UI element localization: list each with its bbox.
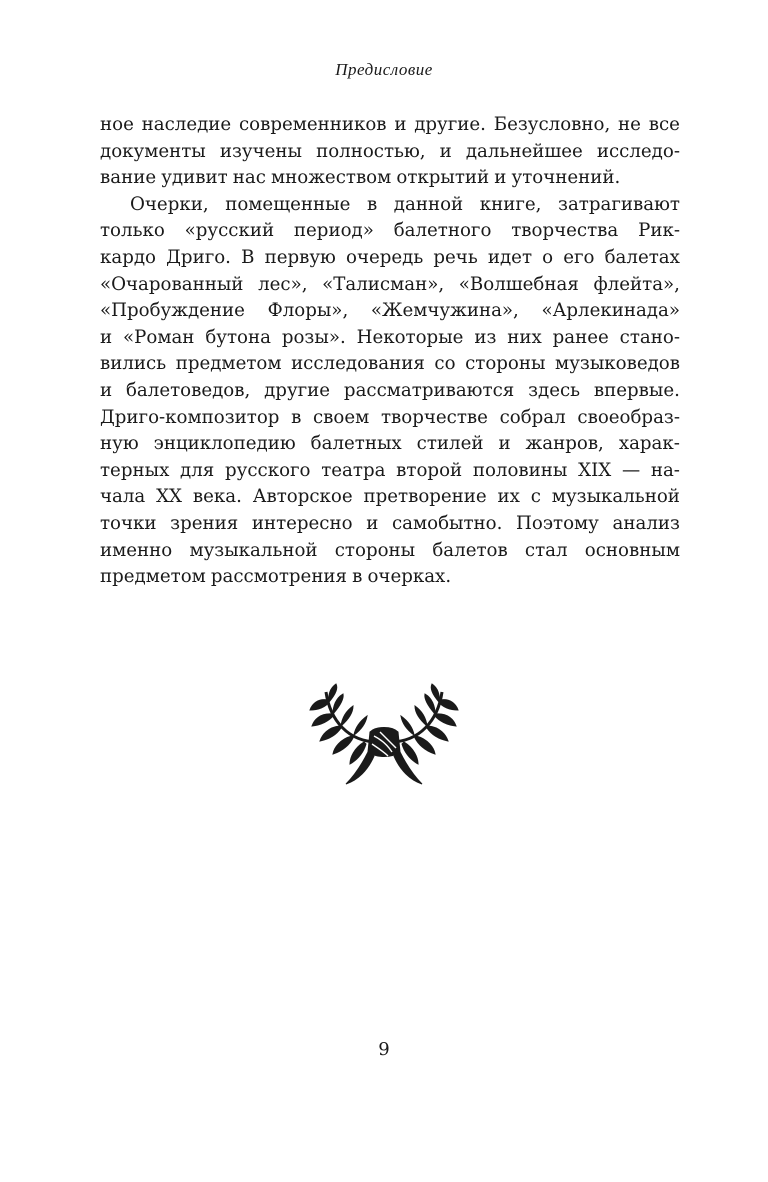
laurel-wreath-icon (304, 680, 464, 790)
text-line: ную энциклопедию балетных стилей и жанров, харак- (100, 433, 680, 455)
text-line: и балетоведов, другие рассматриваются здесь впервые. (100, 379, 680, 401)
text-line: Дриго-композитор в своем творчестве собрал своеобраз- (100, 406, 680, 428)
text-line: вились предметом исследования со стороны музыковедов (100, 353, 680, 375)
text-line: предметом рассмотрения в очерках. (100, 566, 452, 588)
page-number: 9 (378, 1039, 390, 1060)
body-text (100, 112, 680, 591)
text-line: вание удивит нас множеством открытий и уточнений. (100, 167, 621, 189)
text-line: ное наследие современников и другие. Безусловно, не все (100, 114, 680, 135)
text-line: терных для русского театра второй половины XIX — на- (100, 459, 680, 481)
text-line: кардо Дриго. В первую очередь речь идет о его балетах (100, 246, 680, 268)
text-line: только «русский период» балетного творчества Рик- (100, 220, 680, 242)
text-line: точки зрения интересно и самобытно. Поэтому анализ (100, 512, 680, 534)
text-line: и «Роман бутона розы». Некоторые из них ранее стано- (100, 326, 680, 348)
running-header: Предисловие (335, 60, 433, 79)
text-line: чала XX века. Авторское претворение их с музыкальной (100, 486, 680, 508)
text-line: Очерки, помещенные в данной книге, затрагивают (130, 193, 680, 215)
text-line: «Очарованный лес», «Талисман», «Волшебная флейта», (100, 273, 680, 295)
text-line: документы изучены полностью, и дальнейшее исследо- (100, 140, 680, 162)
text-line: «Пробуждение Флоры», «Жемчужина», «Арлекинада» (100, 300, 680, 322)
text-line: именно музыкальной стороны балетов стал основным (100, 539, 680, 561)
